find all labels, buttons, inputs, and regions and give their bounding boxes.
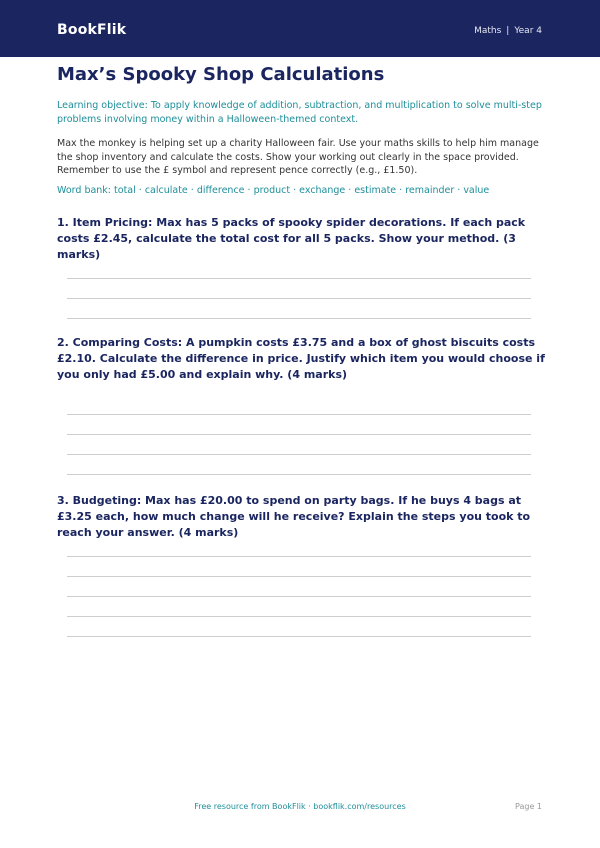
footer-source-link[interactable]: Free resource from BookFlik · bookflik.com/resources xyxy=(194,802,406,811)
answer-line-q2[interactable] xyxy=(67,474,531,475)
answer-line-q1[interactable] xyxy=(67,298,531,299)
question-2: 2. Comparing Costs: A pumpkin costs £3.75 and a box of ghost biscuits costs £2.10. Calculate the difference in price. Justify which item you would choose if you only had £5.00 and explain why. (4 marks) xyxy=(57,336,545,381)
answer-line-q1[interactable] xyxy=(67,278,531,279)
answer-line-q2[interactable] xyxy=(67,454,531,455)
subject-label: Maths xyxy=(474,26,502,36)
answer-line-q2[interactable] xyxy=(67,434,531,435)
page-number: Page 1 xyxy=(515,802,542,811)
word-bank: Word bank: total · calculate · difference · product · exchange · estimate · remainder · value xyxy=(57,185,490,196)
question-3: 3. Budgeting: Max has £20.00 to spend on party bags. If he buys 4 bags at £3.25 each, how much change will he receive? Explain the steps you took to reach your answer. (4 marks) xyxy=(57,494,531,539)
year-label: Year 4 xyxy=(514,26,542,36)
answer-line-q3[interactable] xyxy=(67,556,531,557)
answer-line-q2[interactable] xyxy=(67,414,531,415)
subject-year-label xyxy=(474,26,542,36)
brand-logo-text[interactable]: BookFlik xyxy=(57,22,127,38)
question-1: 1. Item Pricing: Max has 5 packs of spooky spider decorations. If each pack costs £2.45, calculate the total cost for all 5 packs. Show your method. (3 marks) xyxy=(57,216,526,261)
answer-line-q3[interactable] xyxy=(67,616,531,617)
header-bar xyxy=(0,0,600,57)
intro-paragraph: Max the monkey is helping set up a charity Halloween fair. Use your maths skills to help him manage the shop inventory and calculate the costs. Show your working out clearly in the space provided. Remember to use the £ symbol and represent pence correctly (e.g., £1.50). xyxy=(57,138,539,176)
worksheet-title: Max’s Spooky Shop Calculations xyxy=(57,64,385,85)
answer-line-q1[interactable] xyxy=(67,318,531,319)
learning-objective: Learning objective: To apply knowledge of addition, subtraction, and multiplication to solve multi-step problems involving money within a Halloween-themed context. xyxy=(57,100,542,125)
meta-separator: | xyxy=(506,26,510,36)
answer-line-q3[interactable] xyxy=(67,596,531,597)
answer-line-q3[interactable] xyxy=(67,576,531,577)
answer-line-q3[interactable] xyxy=(67,636,531,637)
